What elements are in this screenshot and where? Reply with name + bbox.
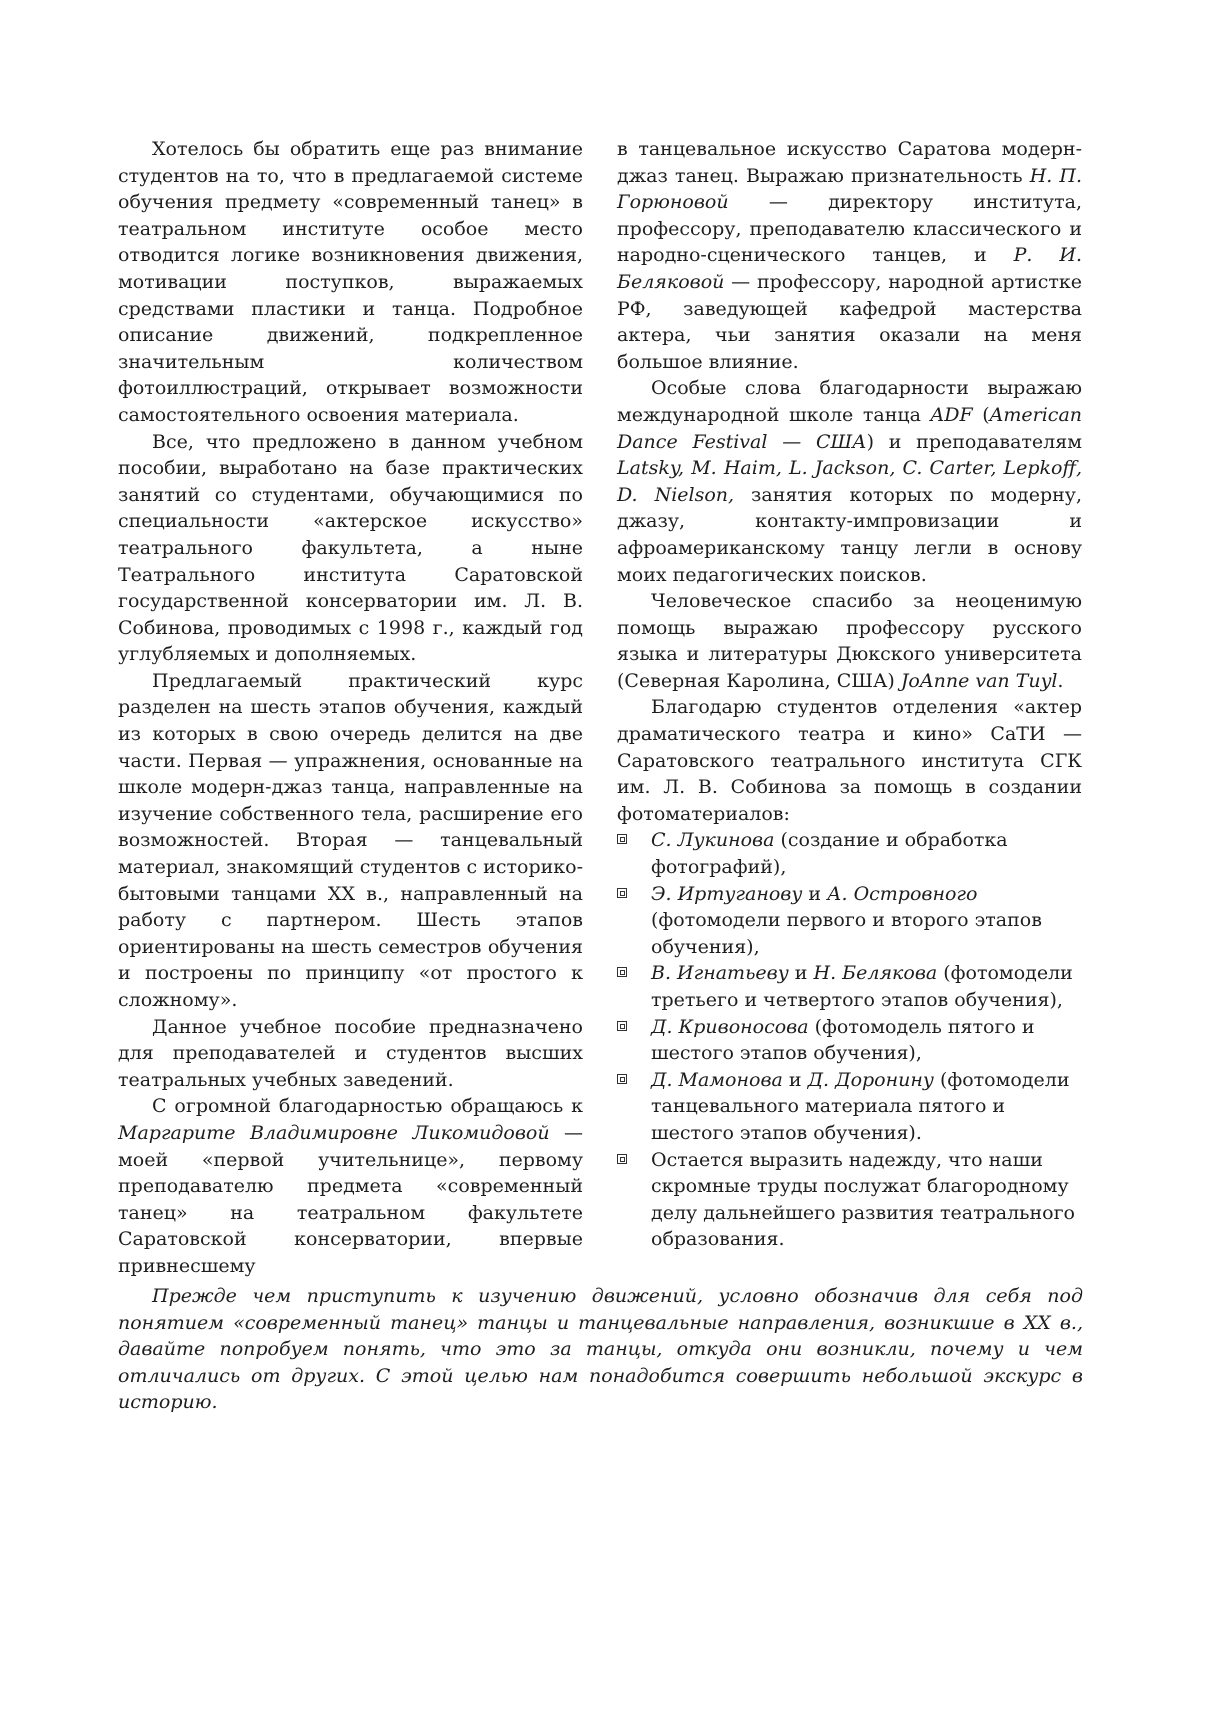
person-name: Р. И. Беляковой: [617, 244, 1082, 293]
person-name: Н. Белякова: [813, 962, 938, 985]
school-name: ADF: [930, 403, 973, 426]
person-name: С. Лукинова: [651, 829, 775, 852]
text-run: — профессору, народной артистке РФ, заведующей кафедрой мастерства актера, чьи занятия оказали на меня большое влияние.: [617, 270, 1082, 373]
person-name: Маргарите Владимировне Ликомидовой: [118, 1121, 550, 1144]
paragraph: [617, 136, 1082, 375]
text-run: С огромной благодарностью обращаюсь к: [152, 1095, 583, 1118]
text-run: и: [788, 962, 814, 985]
person-name: Д. Кривоносова: [651, 1015, 809, 1038]
paragraph: Данное учебное пособие предназначено для преподавателей и студентов высших театральных учебных заведений.: [118, 1015, 583, 1091]
square-bullet-icon: [617, 967, 627, 977]
text-run: (фотомодель пятого и шестого этапов обучения),: [651, 1015, 1035, 1065]
text-run: (создание и обработка фотографий),: [651, 829, 1008, 879]
square-bullet-icon: [617, 1074, 627, 1084]
square-bullet-icon: [617, 888, 627, 898]
right-column: [617, 136, 1082, 1253]
text-run: Особые слова благодарности выражаю международной школе танца: [617, 377, 1082, 426]
square-bullet-icon: [617, 834, 627, 844]
teacher-names: Latsky, M. Haim, L. Jackson, C. Carter, Lepkoff, D. Nielson,: [617, 457, 1082, 506]
person-name: Д. Доронину: [807, 1068, 934, 1091]
square-bullet-icon: [617, 1021, 627, 1031]
text-run: Человеческое спасибо за неоценимую помощь выражаю профессору русского языка и литературы Дюкского университета (Северная Каролина, США): [617, 590, 1082, 692]
list-item: [617, 1147, 1082, 1253]
paragraph: [617, 375, 1082, 588]
left-column: [118, 136, 583, 1280]
person-name: А. Островного: [827, 882, 978, 905]
person-name: Д. Мамонова: [651, 1068, 783, 1091]
text-run: и: [782, 1068, 808, 1091]
list-item: [617, 1067, 1082, 1147]
text-run: .: [1057, 669, 1064, 692]
text-run: — моей «первой учительнице», первому преподавателю предмета «современный танец» на театральном факультете Саратовской консерватории, впервые привнесшему: [118, 1121, 583, 1277]
person-name: JoAnne van Tuyl: [900, 669, 1058, 692]
text-run: ) и преподавателям: [866, 430, 1082, 453]
person-name: В. Игнатьеву: [651, 962, 789, 985]
text-run: в танцевальное искусство Саратова модерн-джаз танец. Выражаю признательность: [617, 138, 1082, 187]
acknowledgement-list: [617, 827, 1082, 1253]
text-run: (: [972, 403, 990, 426]
list-item: [617, 827, 1082, 880]
paragraph: Все, что предложено в данном учебном пособии, выработано на базе практических занятий со студентами, обучающимися по специальности «актерское искусство» театрального факультета, а ныне Театрального института Саратовской государственной консерватории им. Л. В. Собинова, проводимых с 1998 г., каждый год углубляемых и дополняемых.: [118, 430, 583, 666]
person-name: Э. Иртуганову: [651, 882, 803, 905]
paragraph: Благодарю студентов отделения «актер драматического театра и кино» СаТИ — Саратовского театрального института СГК им. Л. В. Собинова за помощь в создании фотоматериалов:: [617, 696, 1082, 825]
paragraph: [118, 1093, 583, 1279]
text-run: и: [802, 882, 828, 905]
intro-paragraph: Прежде чем приступить к изучению движений, условно обозначив для себя под понятием «современный танец» танцы и танцевальные направления, возникшие в XX в., давайте попробуем понять, что это за танцы, откуда они возникли, почему и чем отличались от других. С этой целью нам понадобится совершить небольшой экскурс в историю.: [118, 1285, 1083, 1414]
paragraph: Предлагаемый практический курс разделен на шесть этапов обучения, каждый из которых в свою очередь делится на две части. Первая — упражнения, основанные на школе модерн-джаз танца, направленные на изучение собственного тела, расширение его возможностей. Вторая — танцевальный материал, знакомящий студентов с историко-бытовыми танцами XX в., направленный на работу с партнером. Шесть этапов ориентированы на шесть семестров обучения и построены по принципу «от простого к сложному».: [118, 669, 583, 1011]
person-name: Н. П. Горюновой: [617, 164, 1082, 214]
square-bullet-icon: [617, 1154, 627, 1164]
list-item: [617, 1014, 1082, 1067]
paragraph: Хотелось бы обратить еще раз внимание студентов на то, что в предлагаемой системе обучения предмету «современный танец» в театральном институте особое место отводится логике возникновения движения, мотивации поступков, выражаемых средствами пластики и танца. Подробное описание движений, подкрепленное значительным количеством фотоиллюстраций, открывает возможности самостоятельного освоения материала.: [118, 138, 583, 426]
school-full-name: American Dance Festival — США: [617, 403, 1083, 453]
text-run: занятия которых по модерну, джазу, контакту-импровизации и афроамериканскому танцу легли в основу моих педагогических поисков.: [617, 483, 1083, 586]
text-run: (фотомодели третьего и четвертого этапов обучения),: [651, 962, 1073, 1011]
list-item: [617, 881, 1082, 961]
list-item: [617, 960, 1082, 1013]
closing-text: Остается выразить надежду, что наши скромные труды послужат благородному делу дальнейшего развития театрального образования.: [651, 1148, 1075, 1251]
text-run: — директору института, профессору, преподавателю классического и народно-сценического танцев, и: [617, 191, 1082, 267]
paragraph: [617, 588, 1082, 694]
text-run: (фотомодели первого и второго этапов обучения),: [651, 909, 1042, 958]
text-run: (фотомодели танцевального материала пятого и шестого этапов обучения).: [651, 1068, 1070, 1144]
